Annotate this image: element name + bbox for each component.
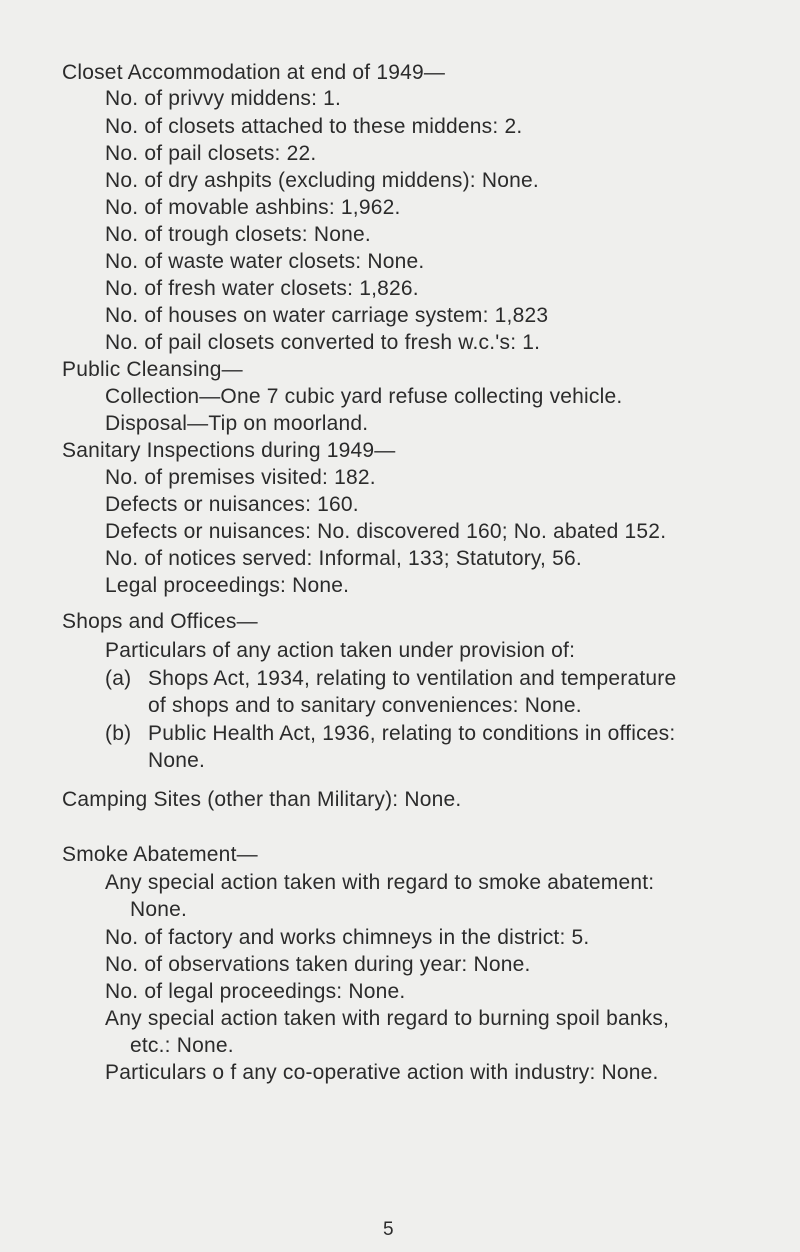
shops-heading: Shops and Offices— [62,610,258,633]
shops-item-a-label: (a) [105,667,132,690]
closet-item: No. of movable ashbins: 1,962. [105,196,401,219]
cleansing-item: Disposal—Tip on moorland. [105,412,369,435]
smoke-burning: Any special action taken with regard to burning spoil banks, [105,1007,670,1030]
shops-item-a-text: of shops and to sanitary conveniences: None. [148,694,582,717]
shops-intro: Particulars of any action taken under provision of: [105,639,576,662]
shops-item-b-text: Public Health Act, 1936, relating to conditions in offices: [148,722,676,745]
sanitary-item: No. of premises visited: 182. [105,466,376,489]
closet-item: No. of privvy middens: 1. [105,87,342,110]
camping-line: Camping Sites (other than Military): None. [62,788,462,811]
closet-heading: Closet Accommodation at end of 1949— [62,61,446,84]
closet-item: No. of trough closets: None. [105,223,371,246]
cleansing-item: Collection—One 7 cubic yard refuse collecting vehicle. [105,385,623,408]
closet-item: No. of closets attached to these middens: 2. [105,115,523,138]
smoke-legal: No. of legal proceedings: None. [105,980,406,1003]
sanitary-item: Legal proceedings: None. [105,574,350,597]
closet-item: No. of pail closets converted to fresh w.c.'s: 1. [105,331,541,354]
smoke-observations: No. of observations taken during year: None. [105,953,531,976]
closet-item: No. of fresh water closets: 1,826. [105,277,419,300]
closet-item: No. of pail closets: 22. [105,142,317,165]
smoke-special-cont: None. [130,898,188,921]
smoke-chimneys: No. of factory and works chimneys in the district: 5. [105,926,590,949]
shops-item-a-text: Shops Act, 1934, relating to ventilation and temperature [148,667,677,690]
smoke-cooperative: Particulars o f any co-operative action with industry: None. [105,1061,659,1084]
smoke-special: Any special action taken with regard to smoke abatement: [105,871,655,894]
shops-item-b-text: None. [148,749,206,772]
smoke-burning-cont: etc.: None. [130,1034,234,1057]
page-number: 5 [383,1219,394,1240]
closet-item: No. of houses on water carriage system: 1,823 [105,304,549,327]
cleansing-heading: Public Cleansing— [62,358,243,381]
sanitary-item: No. of notices served: Informal, 133; Statutory, 56. [105,547,582,570]
sanitary-item: Defects or nuisances: No. discovered 160; No. abated 152. [105,520,667,543]
shops-item-b-label: (b) [105,722,132,745]
closet-item: No. of waste water closets: None. [105,250,425,273]
closet-item: No. of dry ashpits (excluding middens): None. [105,169,539,192]
sanitary-item: Defects or nuisances: 160. [105,493,359,516]
sanitary-heading: Sanitary Inspections during 1949— [62,439,396,462]
smoke-heading: Smoke Abatement— [62,843,258,866]
